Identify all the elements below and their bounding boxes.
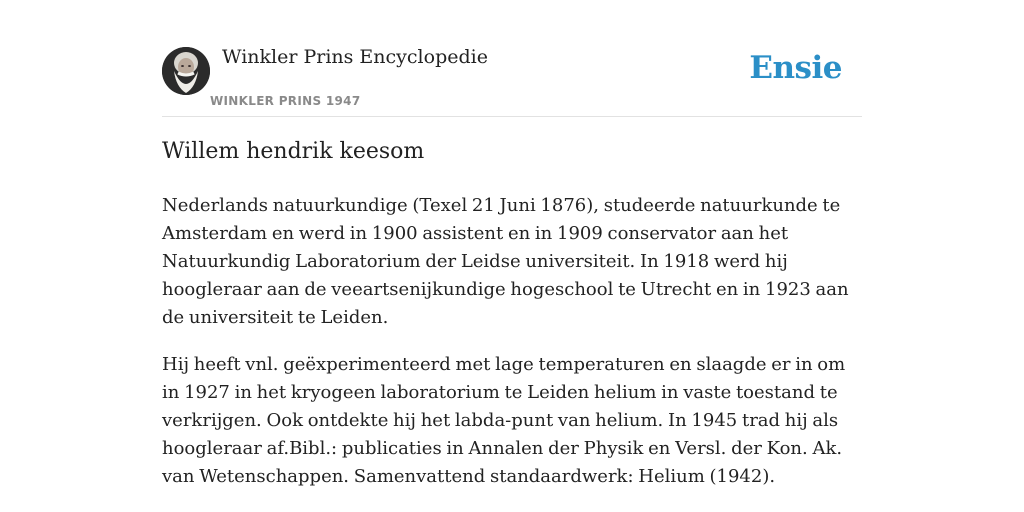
bearded-man-icon <box>162 47 210 95</box>
article-paragraph: Nederlands natuurkundige (Texel 21 Juni 1876), studeerde natuurkunde te Amsterdam en werd in 1900 assistent en in 1909 conservator aan het Natuurkundig Laboratorium der Leidse universiteit. In 1918 werd hij hoogleraar aan de veeartsenijkundige hogeschool te Utrecht en in 1923 aan de universiteit te Leiden. <box>162 195 849 328</box>
article-paragraph: Hij heeft vnl. geëxperimenteerd met lage temperaturen en slaagde er in om in 1927 in het kryogeen laboratorium te Leiden helium in vaste toestand te verkrijgen. Ook ontdekte hij het labda-punt van helium. In 1945 trad hij als hoogleraar af.Bibl.: publicaties in Annalen der Physik en Versl. der Kon. Ak. van Wetenschappen. Samenvattend standaardwerk: Helium (1942). <box>162 354 846 487</box>
ensie-logo[interactable]: Ensie <box>749 50 842 86</box>
source-subtitle: WINKLER PRINS 1947 <box>210 94 361 108</box>
article-title: Willem hendrik keesom <box>162 139 425 164</box>
source-avatar-icon[interactable] <box>162 47 210 95</box>
source-header <box>162 40 862 117</box>
source-title[interactable]: Winkler Prins Encyclopedie <box>222 46 488 68</box>
article-body <box>162 192 862 510</box>
